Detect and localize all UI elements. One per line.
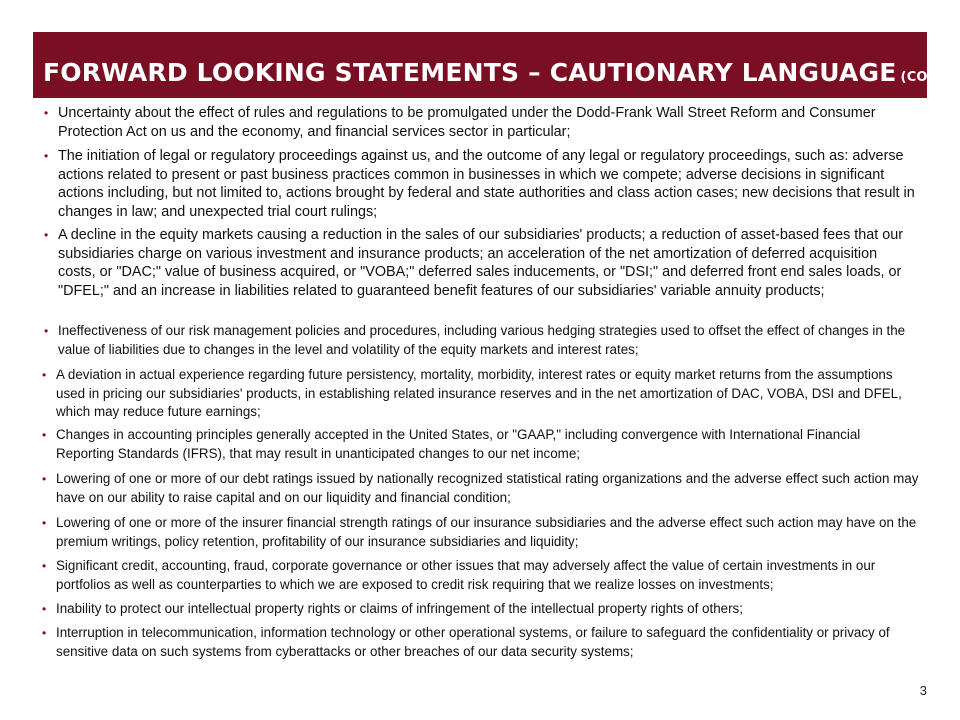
bullet-text: Lowering of one or more of our debt ratings issued by nationally recognized statistical rating organizations and the adverse effect such action may have on our ability to raise capital and on our liquidity and financial condition; (56, 471, 919, 505)
bullet-icon: • (42, 626, 47, 640)
page-number: 3 (919, 683, 927, 698)
bullet-icon: • (42, 428, 47, 442)
bullet-icon: • (42, 516, 47, 530)
bullet-icon: • (42, 602, 47, 616)
list-item (42, 624, 922, 661)
bullet-text: A deviation in actual experience regarding future persistency, mortality, morbidity, interest rates or equity market returns from the assumptions used in pricing our subsidiaries' products, in establishing related insurance reserves and in the net amortization of DAC, VOBA, DSI and DFEL, which may reduce future earnings; (56, 367, 902, 419)
bullet-icon: • (42, 559, 47, 573)
list-item (42, 366, 922, 422)
bullet-text: Ineffectiveness of our risk management policies and procedures, including various hedging strategies used to offset the effect of changes in the value of liabilities due to changes in the level and volatility of the equity markets and interest rates; (58, 323, 906, 357)
list-item (42, 470, 922, 507)
bullet-icon: • (42, 472, 47, 486)
bullet-text: Lowering of one or more of the insurer financial strength ratings of our insurance subsidiaries and the adverse effect such action may have on the premium writings, policy retention, profitability of our insurance subsidiaries and liquidity; (56, 515, 917, 549)
bullet-icon: • (44, 106, 49, 120)
bullet-icon: • (44, 324, 49, 338)
slide-title-text: FORWARD LOOKING STATEMENTS – CAUTIONARY LANGUAGE (43, 58, 897, 87)
bullet-text: A decline in the equity markets causing a reduction in the sales of our subsidiaries' products; a reduction of asset-based fees that our subsidiaries charge on various investment and insurance products; an acceleration of the net amortization of deferred acquisition costs, or "DAC;" value of business acquired, or "VOBA;" deferred sales inducements, or "DSI;" and deferred front end sales loads, or "DFEL;" and an increase in liabilities related to guaranteed benefit features of our subsidiaries' variable annuity products; (58, 227, 904, 299)
bullet-text: Interruption in telecommunication, information technology or other operational systems, or failure to safeguard the confidentiality or privacy of sensitive data on such systems from cyberattacks or other breaches of our data security systems; (56, 625, 890, 659)
list-item (42, 557, 922, 594)
list-item (44, 147, 918, 221)
slide-title-suffix: (CONT.) (900, 70, 958, 85)
bullet-icon: • (42, 368, 47, 382)
bullet-text: The initiation of legal or regulatory proceedings against us, and the outcome of any legal or regulatory proceedings, such as: adverse actions related to present or past business practices common in businesses in which we compete; adverse decisions in significant actions including, but not limited to, actions brought by federal and state authorities and class action cases; new decisions that result in changes in law; and unexpected trial court rulings; (58, 148, 915, 220)
bullet-text: Significant credit, accounting, fraud, corporate governance or other issues that may adversely affect the value of certain investments in our portfolios as well as counterparties to which we are exposed to credit risk requiring that we realize losses on investments; (56, 558, 876, 592)
slide-title (43, 58, 957, 87)
list-item (42, 514, 922, 551)
bullet-text: Uncertainty about the effect of rules and regulations to be promulgated under the Dodd-Frank Wall Street Reform and Consumer Protection Act on us and the economy, and financial services sector in particular; (58, 105, 876, 140)
bullet-icon: • (44, 149, 49, 163)
list-item (42, 600, 922, 619)
list-item (44, 104, 918, 141)
bullet-text: Changes in accounting principles generally accepted in the United States, or "GAAP," including convergence with International Financial Reporting Standards (IFRS), that may result in unanticipated changes to our net income; (56, 427, 861, 461)
title-banner (33, 32, 958, 98)
bullet-icon: • (44, 228, 49, 242)
list-item (44, 322, 918, 359)
list-item (42, 426, 922, 463)
list-item (44, 226, 918, 300)
bullet-text: Inability to protect our intellectual property rights or claims of infringement of the intellectual property rights of others; (56, 601, 743, 616)
